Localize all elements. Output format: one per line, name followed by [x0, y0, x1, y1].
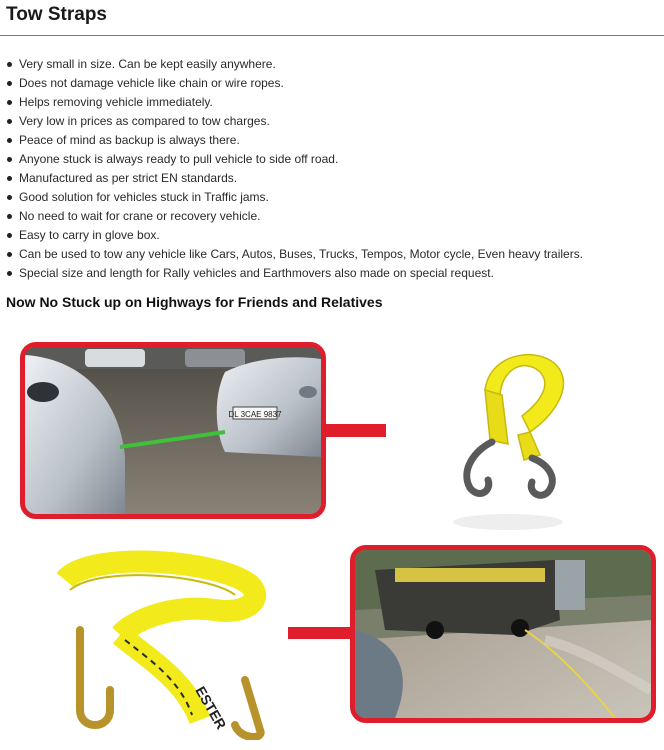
- feature-item: Helps removing vehicle immediately.: [0, 94, 583, 113]
- section-subheading: Now No Stuck up on Highways for Friends and Relatives: [6, 294, 383, 310]
- feature-item: Manufactured as per strict EN standards.: [0, 170, 583, 189]
- page-title: Tow Straps: [6, 4, 107, 25]
- feature-item: Peace of mind as backup is always there.: [0, 132, 583, 151]
- feature-item: Good solution for vehicles stuck in Traffic jams.: [0, 189, 583, 208]
- feature-item: Anyone stuck is always ready to pull vehicle to side off road.: [0, 151, 583, 170]
- feature-item: Special size and length for Rally vehicles and Earthmovers also made on special request.: [0, 265, 583, 284]
- cars-towing-photo: [20, 342, 326, 519]
- photo-connector: [288, 627, 352, 639]
- feature-item: Can be used to tow any vehicle like Cars, Autos, Buses, Trucks, Tempos, Motor cycle, Even heavy trailers.: [0, 246, 583, 265]
- yellow-strap-hooks-image: [430, 340, 580, 540]
- feature-item: No need to wait for crane or recovery vehicle.: [0, 208, 583, 227]
- feature-item: Easy to carry in glove box.: [0, 227, 583, 246]
- bus-towing-photo: [350, 545, 656, 723]
- feature-item: Very small in size. Can be kept easily anywhere.: [0, 56, 583, 75]
- title-divider: [0, 35, 664, 36]
- feature-list: [0, 56, 583, 284]
- feature-item: Very low in prices as compared to tow charges.: [0, 113, 583, 132]
- feature-item: Does not damage vehicle like chain or wire ropes.: [0, 75, 583, 94]
- cars-towing-illustration: [25, 347, 321, 514]
- bus-towing-illustration: [355, 550, 651, 718]
- coiled-strap-image: [20, 540, 280, 740]
- strap-print: ESTER: [192, 683, 230, 732]
- photo-connector: [326, 424, 386, 437]
- license-plate: DL 3CAE 9837: [228, 410, 282, 419]
